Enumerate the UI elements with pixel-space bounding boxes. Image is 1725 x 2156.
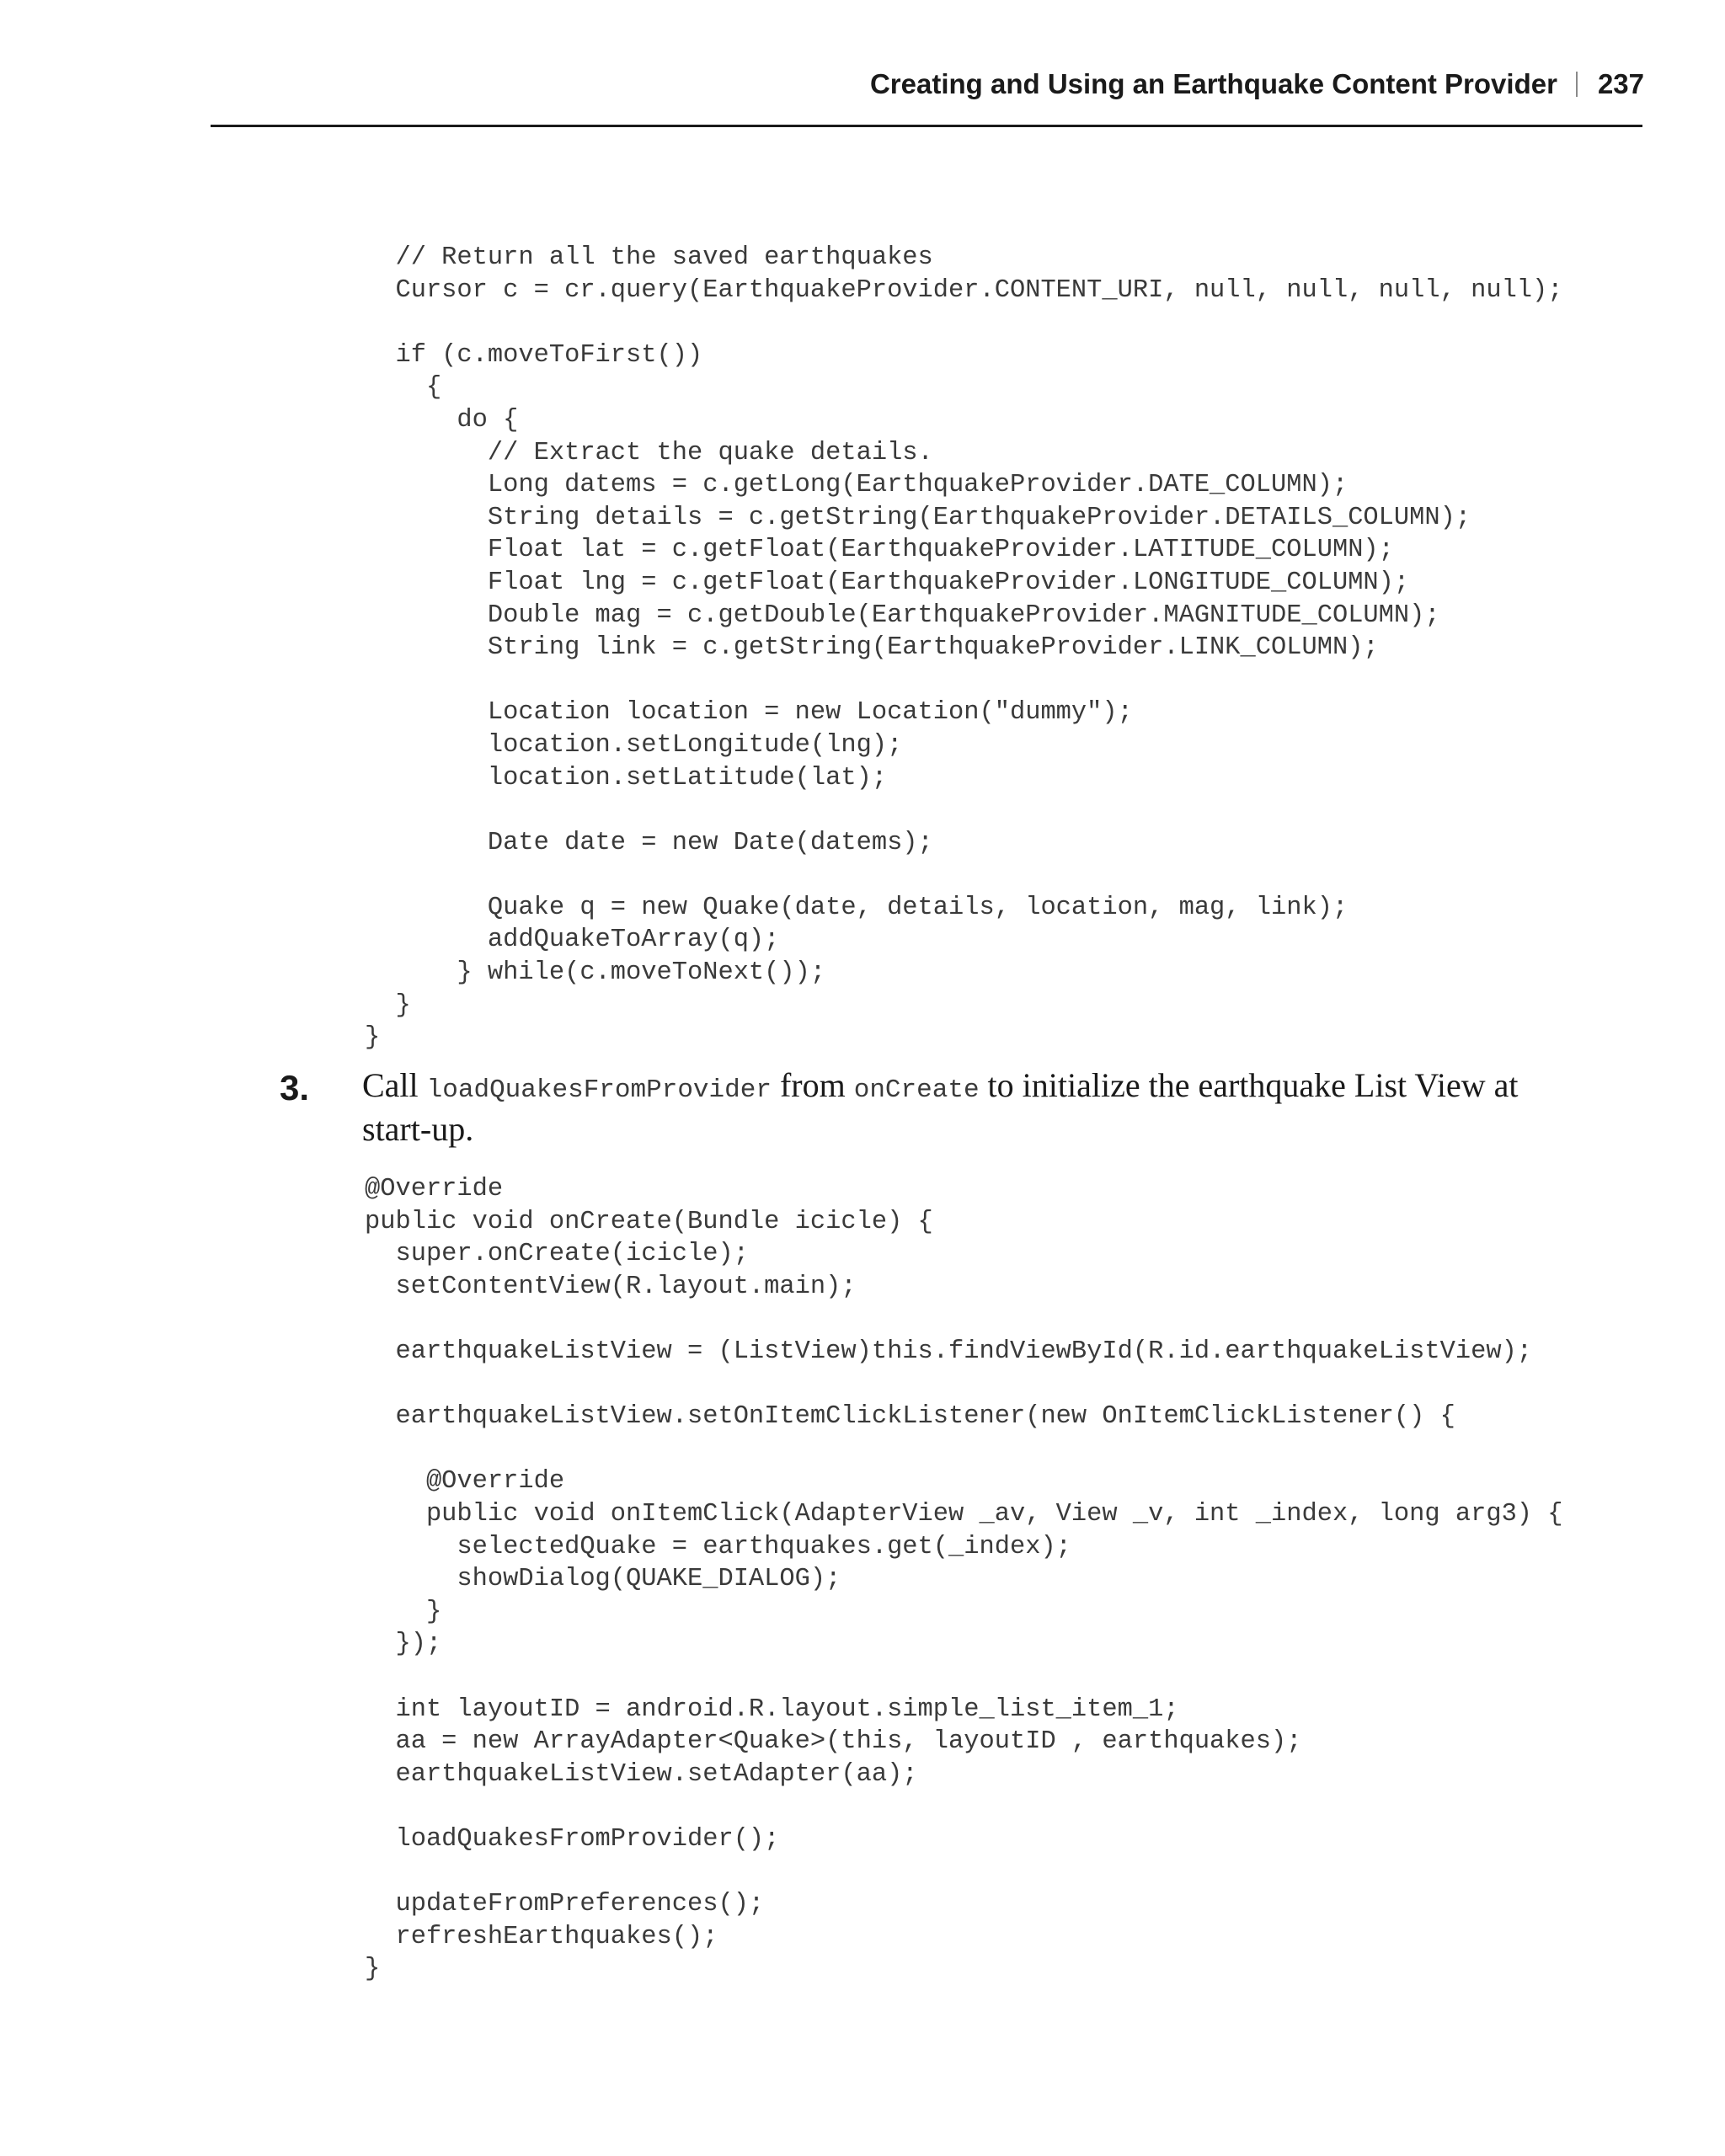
step-number: 3.: [280, 1068, 310, 1107]
running-head-separator: [1576, 72, 1578, 97]
inline-code-method: loadQuakesFromProvider: [426, 1075, 772, 1105]
step-text-rest: to initialize the earthquake List View at start-up.: [362, 1066, 1519, 1148]
code-listing-load-quakes: // Return all the saved earthquakes Cursor c = cr.query(EarthquakeProvider.CONTENT_URI, null, null, null, null); if (c.moveToFirst()) { do { // Extract the quake details. Long datems = c.getLong(EarthquakeProvider.DATE_COLUMN); String details = c.getString(EarthquakeProvider.DETAILS_COLUMN); Float lat = c.getFloat(EarthquakeProvider.LATITUDE_COLUMN); Float lng = c.getFloat(EarthquakeProvider.LONGITUDE_COLUMN); Double mag = c.getDouble(EarthquakeProvider.MAGNITUDE_COLUMN); String link = c.getString(EarthquakeProvider.LINK_COLUMN); Location location = new Location("dummy"); location.setLongitude(lng); location.setLatitude(lat); Date date = new Date(datems); Quake q = new Quake(date, details, location, mag, link); addQuakeToArray(q); } while(c.moveToNext()); } }: [365, 243, 1563, 1053]
header-rule: [211, 125, 1642, 127]
code-listing-oncreate: @Override public void onCreate(Bundle icicle) { super.onCreate(icicle); setContentView(R.layout.main); earthquakeListView = (ListView)this.findViewById(R.id.earthquakeListView); earthquakeListView.setOnItemClickListener(new OnItemClickListener() { @Override public void onItemClick(AdapterView _av, View _v, int _index, long arg3) { selectedQuake = earthquakes.get(_index); showDialog(QUAKE_DIALOG); } }); int layoutID = android.R.layout.simple_list_item_1; aa = new ArrayAdapter<Quake>(this, layoutID , earthquakes); earthquakeListView.setAdapter(aa); loadQuakesFromProvider(); updateFromPreferences(); refreshEarthquakes(); }: [365, 1175, 1563, 1984]
running-head: [870, 66, 1644, 103]
step-text-from: from: [771, 1066, 854, 1104]
inline-code-oncreate: onCreate: [853, 1075, 980, 1105]
page-number: 237: [1597, 68, 1644, 99]
step-text-call: Call: [362, 1066, 427, 1104]
running-head-title: Creating and Using an Earthquake Content Provider: [869, 68, 1557, 99]
step-instruction: [362, 1066, 1541, 1149]
